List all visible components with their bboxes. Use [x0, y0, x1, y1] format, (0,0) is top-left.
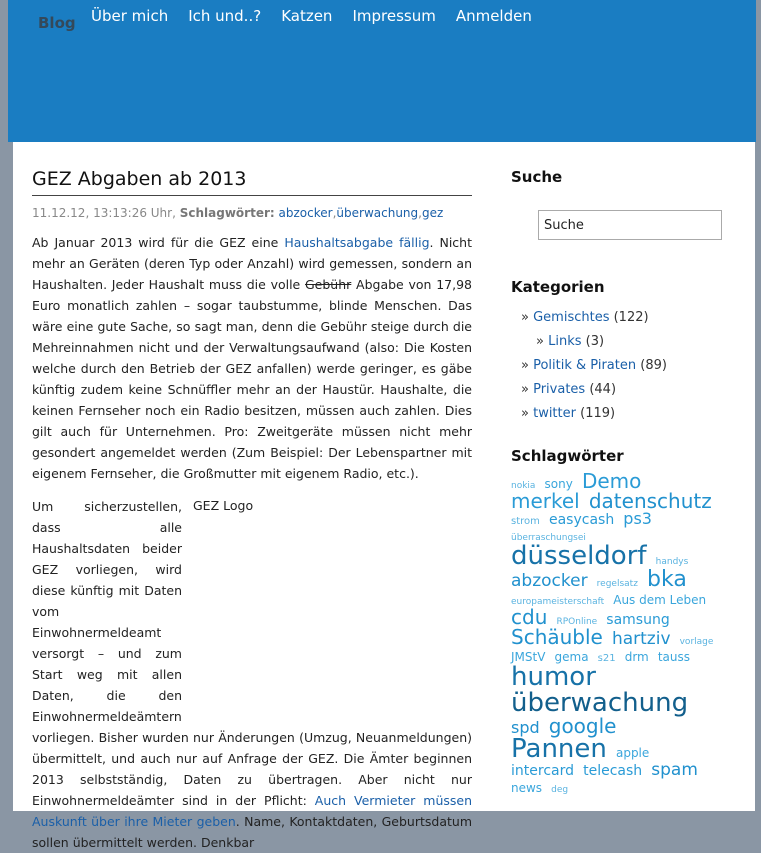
category-item: » Politik & Piraten (89): [521, 358, 667, 373]
gez-logo-image: GEZ Logo: [193, 498, 254, 513]
tag-link[interactable]: drm: [624, 650, 649, 664]
category-link[interactable]: Gemischtes: [533, 310, 610, 325]
tag-link[interactable]: s21: [597, 653, 616, 664]
nav-impressum[interactable]: Impressum: [352, 7, 436, 25]
category-link[interactable]: twitter: [533, 406, 576, 421]
main-nav: [91, 7, 552, 25]
tag-link[interactable]: RPOnline: [556, 617, 598, 627]
post-paragraph-2: vorliegen. Bisher wurden nur Änderungen (Umzug, Neuanmeldungen) übermittelt, und auch nur auf Anfrage der GEZ. Die Ämter beginnen 2013 selbstständig, Daten zu übertragen. Aber nicht nur Einwohnermeldeämter sind in der Pflicht: Auch Vermieter müssen Auskunft über ihre Mieter geben. Name, Kontaktdaten, Geburtsdatum sollen übermittelt werden. Denkbar: [32, 730, 473, 850]
post-tag-ueberwachung[interactable]: überwachung: [336, 206, 419, 220]
site-logo[interactable]: Blog: [38, 14, 76, 32]
tag-link[interactable]: abzocker: [511, 571, 588, 591]
category-count: (89): [636, 358, 667, 373]
tag-link[interactable]: cdu: [511, 605, 548, 629]
post-tag-gez[interactable]: gez: [421, 206, 444, 220]
categories-list: [511, 310, 751, 421]
tag-link[interactable]: überwachung: [511, 688, 689, 718]
category-item: » twitter (119): [521, 406, 616, 421]
sidebar: [511, 142, 751, 795]
tag-link[interactable]: gema: [554, 650, 589, 664]
category-count: (122): [609, 310, 649, 325]
tag-link[interactable]: intercard: [511, 763, 574, 779]
tag-link[interactable]: humor: [511, 662, 596, 692]
tag-link[interactable]: strom: [511, 516, 540, 527]
tag-link[interactable]: datenschutz: [588, 489, 712, 513]
tags-label: Schlagwörter:: [179, 206, 275, 220]
post-date: 11.12.12, 13:13:26 Uhr,: [32, 206, 176, 220]
tag-link[interactable]: europameisterschaft: [511, 597, 605, 607]
tag-link[interactable]: tauss: [657, 650, 690, 664]
tag-link[interactable]: deg: [551, 785, 569, 795]
tag-link[interactable]: spd: [511, 718, 540, 737]
vermieter-link[interactable]: Auch Vermieter müssen Auskunft über ihre Mieter geben: [32, 793, 473, 829]
site-header: [8, 0, 756, 142]
tag-link[interactable]: news: [511, 781, 543, 795]
search-input[interactable]: [538, 210, 722, 240]
post-meta: 11.12.12, 13:13:26 Uhr, Schlagwörter: abzocker,überwachung,gez: [32, 206, 444, 220]
post-tag-abzocker[interactable]: abzocker: [278, 206, 333, 220]
category-count: (119): [575, 406, 616, 421]
tag-link[interactable]: JMStV: [511, 650, 546, 664]
categories-heading: Kategorien: [511, 278, 605, 296]
tag-link[interactable]: telecash: [583, 763, 643, 779]
nav-ueber-mich[interactable]: Über mich: [91, 7, 169, 25]
tag-link[interactable]: Demo: [581, 469, 642, 493]
post-paragraph-1: Ab Januar 2013 wird für die GEZ eine Haushaltsabgabe fällig. Nicht mehr an Geräten (deren Typ oder Anzahl) wird gemessen, sondern an Haushalten. Jeder Haushalt muss die volle Gebühr Abgabe von 17,98 Euro monatlich zahlen – sogar taubstumme, blinde Menschen. Das wäre eine gute Sache, so sagt man, denn die Gebühr steige durch die Mehreinnahmen nicht und der Verwaltungsaufwand (also: Die Kosten welche durch den Betrieb der GEZ anfallen) werde geringer, es gäbe künftig zudem keine Schnüffler mehr an der Haustür. Haushalte, die keinen Fernseher noch ein Radio besitzen, müssen auch zahlen. Dies gilt auch für Unternehmen. Pro: Zweitgeräte müssen nicht mehr gesondert angemeldet werden (Zum Beispiel: Der Lebenspartner mit eigenem Fernseher, die Großmutter mit eigenem Radio, etc.).: [32, 235, 473, 481]
tag-link[interactable]: nokia: [511, 481, 536, 491]
tag-link[interactable]: ps3: [623, 509, 652, 528]
tag-link[interactable]: handys: [655, 557, 689, 567]
post-paragraph-2-top: [32, 496, 472, 727]
tag-link[interactable]: spam: [651, 760, 698, 780]
nav-anmelden[interactable]: Anmelden: [455, 7, 532, 25]
category-link[interactable]: Privates: [533, 382, 586, 397]
tag-link[interactable]: bka: [647, 567, 687, 592]
tag-link[interactable]: merkel: [511, 489, 580, 513]
tag-link[interactable]: easycash: [548, 512, 615, 528]
tag-link[interactable]: Schäuble: [511, 625, 603, 649]
category-link[interactable]: Politik & Piraten: [533, 358, 637, 373]
tag-link[interactable]: regelsatz: [596, 579, 638, 589]
nav-ich-und[interactable]: Ich und..?: [188, 7, 262, 25]
tag-link[interactable]: apple: [615, 746, 650, 760]
search-heading: Suche: [511, 168, 563, 186]
page-content: [13, 142, 755, 850]
category-count: (44): [585, 382, 617, 397]
nav-katzen[interactable]: Katzen: [281, 7, 333, 25]
float-text: Um sicherzustellen, dass alle Haushaltsdaten beider GEZ vorliegen, wird diese künftig mit Daten vom Einwohnermeldeamt versorgt – und zum Start weg mit allen Daten, die den Einwohnermeldeämtern: [32, 499, 182, 724]
category-link[interactable]: Links: [548, 334, 582, 349]
tag-link[interactable]: samsung: [606, 612, 670, 628]
haushaltsabgabe-link[interactable]: Haushaltsabgabe fällig: [284, 235, 430, 250]
tag-link[interactable]: Pannen: [511, 734, 607, 764]
tag-link[interactable]: google: [548, 714, 617, 738]
tag-link[interactable]: sony: [544, 477, 573, 491]
category-count: (3): [581, 334, 605, 349]
tag-cloud: [511, 471, 721, 795]
category-item: » Links (3): [536, 334, 605, 349]
post-title[interactable]: GEZ Abgaben ab 2013: [32, 168, 472, 196]
tag-link[interactable]: vorlage: [679, 637, 714, 647]
tag-link[interactable]: überraschungsei: [511, 533, 586, 543]
post: [32, 142, 472, 853]
tag-link[interactable]: hartziv: [611, 629, 671, 649]
tag-link[interactable]: düsseldorf: [511, 541, 647, 571]
category-item: » Privates (44): [521, 382, 617, 397]
tag-link[interactable]: Aus dem Leben: [613, 593, 707, 607]
category-item: » Gemischtes (122): [521, 310, 649, 325]
tags-heading: Schlagwörter: [511, 447, 624, 465]
